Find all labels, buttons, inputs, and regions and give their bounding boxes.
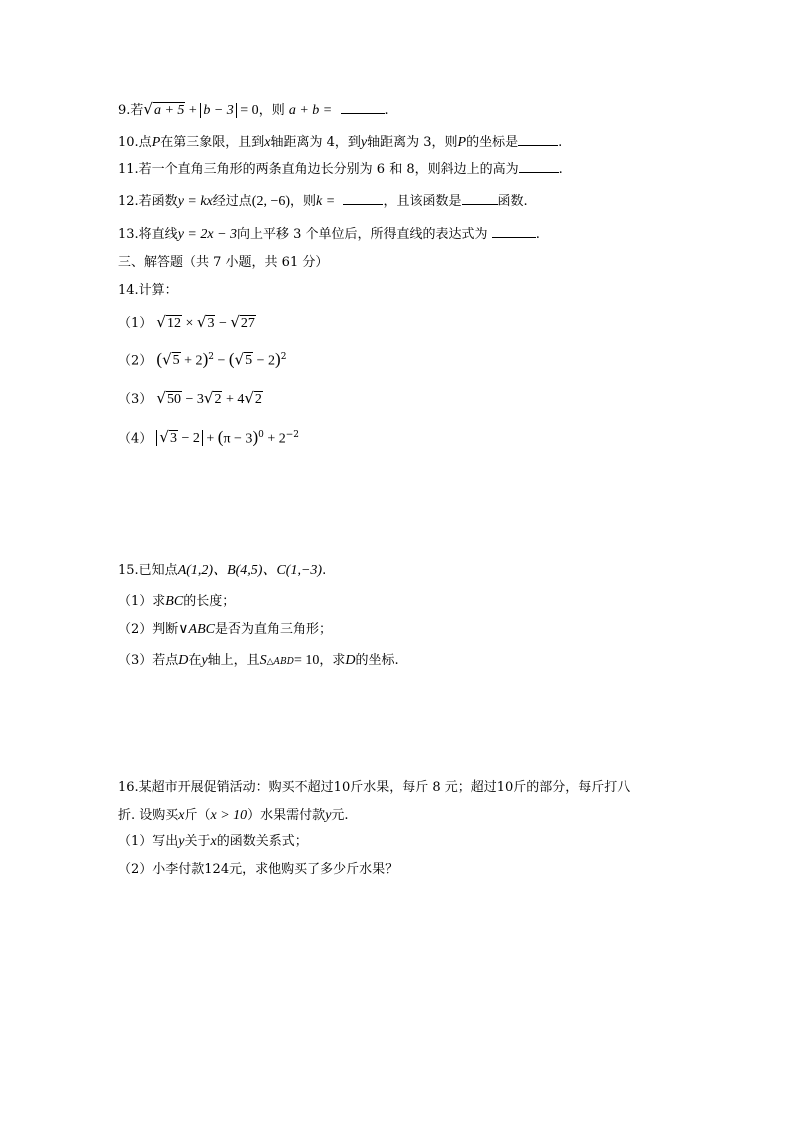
question-11: 11.若一个直角三角形的两条直角边长分别为 6 和 8，则斜边上的高为 . xyxy=(118,162,563,177)
q9-prefix: 9.若 xyxy=(118,103,144,118)
q9-ask: a + b = xyxy=(288,103,333,118)
question-10: 10.点P在第三象限，且到x轴距离为 4，到y轴距离为 3，则P的坐标是 . xyxy=(118,135,563,150)
question-15-title: 15.已知点A(1,2)、B(4,5)、C(1,−3). xyxy=(118,563,327,578)
q12-type-blank[interactable] xyxy=(462,192,498,205)
question-16-line-1: 16.某超市开展促销活动：购买不超过10斤水果，每斤 8 元；超过10斤的部分，每斤打八 xyxy=(118,780,631,795)
q13-answer-blank[interactable] xyxy=(492,225,536,238)
q15-item-3: （3）若点D在y轴上，且S△ABD= 10，求D的坐标. xyxy=(118,653,399,668)
q14-item-2: （2） $(√5 + 2)^2 - (√5 - 2)^2$ xyxy=(118,349,287,369)
q9-abs: b − 3 xyxy=(200,103,236,118)
q14-item-3: （3） √50 − 3√2 + 4√2 xyxy=(118,389,262,407)
question-16-line-2: 折. 设购买x斤（x > 10）水果需付款y元. xyxy=(118,808,349,823)
section-3-title: 三、解答题（共 7 小题，共 61 分） xyxy=(118,255,329,270)
q15-points: A(1,2)、B(4,5)、C(1,−3) xyxy=(177,563,323,578)
question-13: 13.将直线y = 2x − 3向上平移 3 个单位后，所得直线的表达式为 . xyxy=(118,227,540,242)
q9-sqrt: a + 5 xyxy=(153,103,185,118)
q12-point: (2, −6) xyxy=(251,194,291,209)
q12-function: y = kx xyxy=(177,194,213,209)
q14-item-1: （1） √12 × √3 − √27 xyxy=(118,313,255,331)
q9-answer-blank[interactable] xyxy=(341,101,385,114)
q12-k-blank[interactable] xyxy=(343,192,383,205)
q14-item-4: （4） $√3 - 2 + (\pi - 3)^0 + 2^{-2}$ xyxy=(118,427,300,447)
q11-answer-blank[interactable] xyxy=(519,160,559,173)
q16-item-1: （1）写出y关于x的函数关系式； xyxy=(118,834,308,849)
question-12: 12.若函数y = kx经过点(2, −6)，则k = ，且该函数是 函数. xyxy=(118,194,528,209)
q10-answer-blank[interactable] xyxy=(518,133,558,146)
question-9: 9.若√a + 5 + b − 3 = 0，则 a + b = . xyxy=(118,100,389,118)
q15-item-1: （1）求BC的长度； xyxy=(118,594,236,609)
q13-function: y = 2x − 3 xyxy=(177,227,238,242)
q15-item-2: （2）判断∨ABC是否为直角三角形； xyxy=(118,622,333,637)
q16-item-2: （2）小李付款124元，求他购买了多少斤水果？ xyxy=(118,862,399,877)
question-14-title: 14.计算： xyxy=(118,283,178,298)
